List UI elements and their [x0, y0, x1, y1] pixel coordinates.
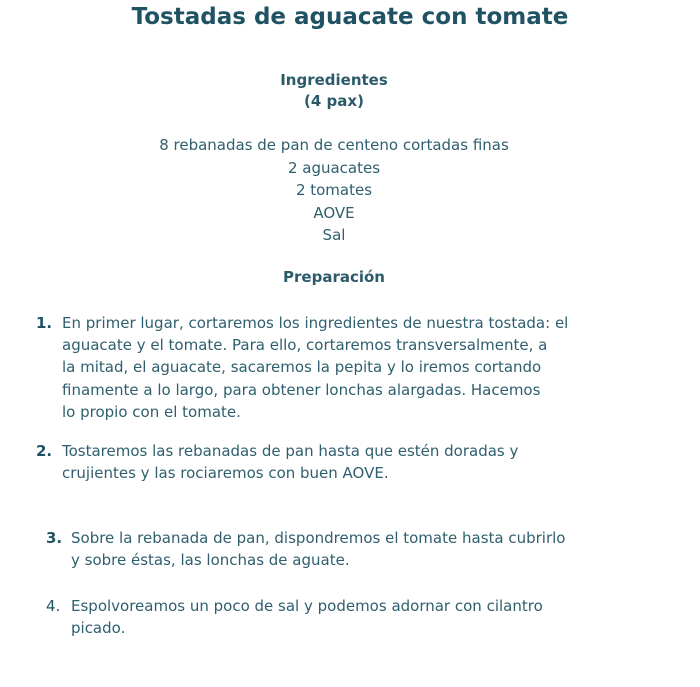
ingredients-list	[0, 134, 668, 247]
step-text	[62, 440, 652, 484]
step-line: crujientes y las rociaremos con buen AOVE.	[62, 464, 389, 483]
step-line: lo propio con el tomate.	[62, 402, 241, 421]
step-number: 2.	[36, 442, 53, 460]
recipe-title: Tostadas de aguacate con tomate	[131, 4, 569, 30]
step-line: En primer lugar, cortaremos los ingredientes de nuestra tostada: el	[62, 314, 569, 332]
ingredient-item: 2 tomates	[295, 181, 373, 199]
servings-label: (4 pax)	[304, 92, 364, 110]
step-number: 1.	[36, 314, 53, 332]
ingredients-heading: Ingredientes	[280, 71, 388, 89]
preparation-heading: Preparación	[283, 268, 385, 286]
step-number: 3.	[46, 529, 63, 547]
step-line: Espolvoreamos un poco de sal y podemos adornar con cilantro	[71, 597, 543, 615]
step-line: Tostaremos las rebanadas de pan hasta que estén doradas y	[62, 442, 519, 460]
ingredient-item: AOVE	[313, 203, 355, 222]
step-text	[71, 527, 661, 571]
ingredient-item: 8 rebanadas de pan de centeno cortadas finas	[159, 136, 509, 154]
step-number: 4.	[46, 597, 61, 615]
step-line: finamente a lo largo, para obtener lonchas alargadas. Hacemos	[62, 380, 541, 399]
step-line: Sobre la rebanada de pan, dispondremos el tomate hasta cubrirlo	[71, 529, 566, 547]
step-text	[62, 312, 652, 423]
step-line: y sobre éstas, las lonchas de aguate.	[71, 551, 350, 570]
step-text	[71, 595, 661, 639]
ingredient-item: 2 aguacates	[287, 158, 381, 177]
step-line: la mitad, el aguacate, sacaremos la pepita y lo iremos cortando	[62, 358, 542, 377]
ingredients-heading-block	[0, 70, 668, 112]
step-line: picado.	[71, 619, 126, 638]
ingredient-item: Sal	[322, 226, 346, 244]
step-line: aguacate y el tomate. Para ello, cortaremos transversalmente, a	[62, 336, 548, 355]
